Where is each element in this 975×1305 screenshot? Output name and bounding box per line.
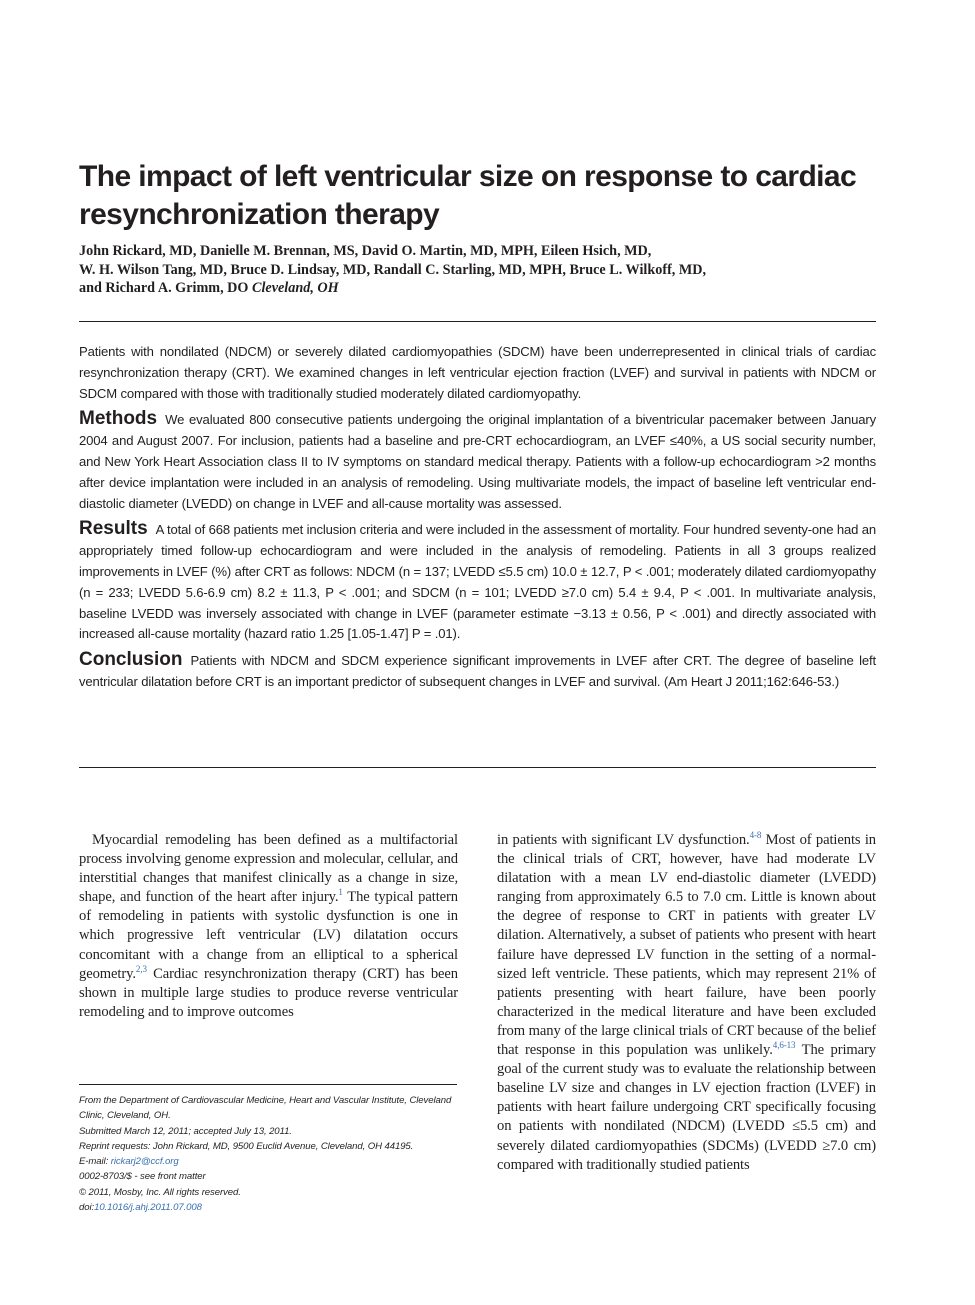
doi-label: doi: <box>79 1202 95 1214</box>
body-text: Cardiac resynchronization therapy (CRT) has been shown in multiple large studies to produce reverse ventricular remodeling and to improve outcomes <box>79 965 458 1020</box>
body-text: The primary goal of the current study was to evaluate the relationship between baseline LV size and changes in LV ejection fraction (LVEF) in patients with heart failure undergoing CRT specifically focusing on patients with nondilated (NDCM) (LVEDD ≤5.5 cm) and severely dilated cardiomyopathies (SDCMs) (LVEDD ≥7.0 cm) compared with traditionally studied patients <box>497 1042 876 1173</box>
copyright-note: © 2011, Mosby, Inc. All rights reserved. <box>79 1186 241 1198</box>
author-line-3 <box>79 279 879 298</box>
results-text: A total of 668 patients met inclusion criteria and were included in the assessment of mortality. Four hundred seventy-one had an appropriately timed follow-up echocardiogram and were included in the analysis of remodeling. Patients in all 3 groups realized improvements in LVEF (%) after CRT as follows: NDCM (n = 137; LVEDD ≤5.5 cm) 10.0 ± 12.7, P < .001; moderately dilated cardiomyopathy (n = 233; LVEDD 5.6-6.9 cm) 8.2 ± 11.3, P < .001; and SDCM (n = 101; LVEDD ≥7.0 cm) 5.4 ± 9.4, P < .001. In multivariate analysis, baseline LVEDD was inversely associated with change in LVEF (parameter estimate −3.13 ± 0.56, P < .001) and directly associated with increased all-cause mortality (hazard ratio 1.25 [1.05-1.47] P = .01). <box>79 522 876 642</box>
footnote-rule <box>79 1084 457 1085</box>
issn-note: 0002-8703/$ - see front matter <box>79 1171 206 1183</box>
body-text: in patients with significant LV dysfunction. <box>497 832 750 848</box>
body-paragraph-continued <box>497 831 876 1175</box>
footnotes <box>79 1093 461 1215</box>
author-location: Cleveland, OH <box>252 280 339 296</box>
author-line-3-text: and Richard A. Grimm, DO <box>79 280 249 296</box>
doi-link[interactable]: 10.1016/j.ahj.2011.07.008 <box>94 1202 202 1214</box>
body-text: The typical pattern of remodeling in patients with systolic dysfunction is one in which progressive left ventricular (LV) dilatation occurs concomitant with a change from an elliptical to a spherical geometry. <box>79 889 458 982</box>
doi-note <box>79 1200 461 1215</box>
email-link[interactable]: rickarj2@ccf.org <box>110 1156 179 1168</box>
author-list <box>79 242 879 298</box>
conclusion-heading: Conclusion <box>79 649 183 671</box>
body-text: Myocardial remodeling has been defined as a multifactorial process involving genome expression and molecular, cellular, and interstitial changes that manifest clinically as a change in size, shape, and function of the heart after injury. <box>79 832 458 906</box>
author-line-2: W. H. Wilson Tang, MD, Bruce D. Lindsay, MD, Randall C. Starling, MD, MPH, Bruce L. Wilkoff, MD, <box>79 261 707 278</box>
email-label: E-mail: <box>79 1156 111 1168</box>
citation-link[interactable]: 1 <box>338 887 343 898</box>
abstract <box>79 342 876 698</box>
abstract-methods <box>79 409 876 514</box>
submission-note: Submitted March 12, 2011; accepted July 13, 2011. <box>79 1125 292 1137</box>
abstract-conclusion <box>79 650 876 693</box>
abstract-top-rule <box>79 321 876 322</box>
reprint-note: Reprint requests: John Rickard, MD, 9500 Euclid Avenue, Cleveland, OH 44195. <box>79 1140 414 1152</box>
body-text: Most of patients in the clinical trials of CRT, however, have had moderate LV dilatation with a mean LV end-diastolic diameter (LVEDD) ranging from approximately 6.5 to 7.0 cm. Little is known about the degree of response to CRT in patients with greater LV dilation. Alternatively, a subset of patients who present with heart failure have depressed LV function in the setting of a normal-sized left ventricle. These patients, which may represent 21% of patients presenting with heart failure, have been poorly characterized in the medical literature and have been excluded from many of the large clinical trials of CRT because of the belief that response in this population was unlikely. <box>497 832 876 1059</box>
results-heading: Results <box>79 518 148 540</box>
methods-heading: Methods <box>79 408 158 430</box>
body-left-column <box>79 831 458 1022</box>
abstract-bottom-rule <box>79 767 876 768</box>
methods-text: We evaluated 800 consecutive patients undergoing the original implantation of a biventricular pacemaker between January 2004 and August 2007. For inclusion, patients had a baseline and pre-CRT echocardiogram, an LVEF ≤40%, a US social security number, and New York Heart Association class II to IV symptoms on standard medical therapy. Patients with a follow-up echocardiogram >2 months after device implantation were included in an analysis of remodeling. Using multivariate models, the impact of baseline left ventricular end-diastolic diameter (LVEDD) on change in LVEF and all-cause mortality was assessed. <box>79 412 876 511</box>
author-line-1: John Rickard, MD, Danielle M. Brennan, MS, David O. Martin, MD, MPH, Eileen Hsich, MD, <box>79 243 652 259</box>
body-right-column <box>497 831 876 1175</box>
abstract-results <box>79 519 876 645</box>
email-note <box>79 1154 461 1169</box>
citation-link[interactable]: 4,6-13 <box>772 1040 796 1051</box>
citation-link[interactable]: 2,3 <box>135 963 147 974</box>
abstract-intro: Patients with nondilated (NDCM) or severely dilated cardiomyopathies (SDCM) have been underrepresented in clinical trials of cardiac resynchronization therapy (CRT). We examined changes in left ventricular ejection fraction (LVEF) and survival in patients with NDCM or SDCM compared with those with traditionally studied moderately dilated cardiomyopathy. <box>79 344 876 401</box>
conclusion-text: Patients with NDCM and SDCM experience significant improvements in LVEF after CRT. The degree of baseline left ventricular dilatation before CRT is an important predictor of subsequent changes in LVEF and survival. (Am Heart J 2011;162:646-53.) <box>79 653 876 689</box>
body-paragraph-1 <box>79 831 458 1022</box>
citation-link[interactable]: 4-8 <box>749 830 762 841</box>
article-title: The impact of left ventricular size on response to cardiac resynchronization therapy <box>79 160 857 231</box>
affiliation-note: From the Department of Cardiovascular Medicine, Heart and Vascular Institute, Cleveland Clinic, Cleveland, OH. <box>79 1095 452 1122</box>
